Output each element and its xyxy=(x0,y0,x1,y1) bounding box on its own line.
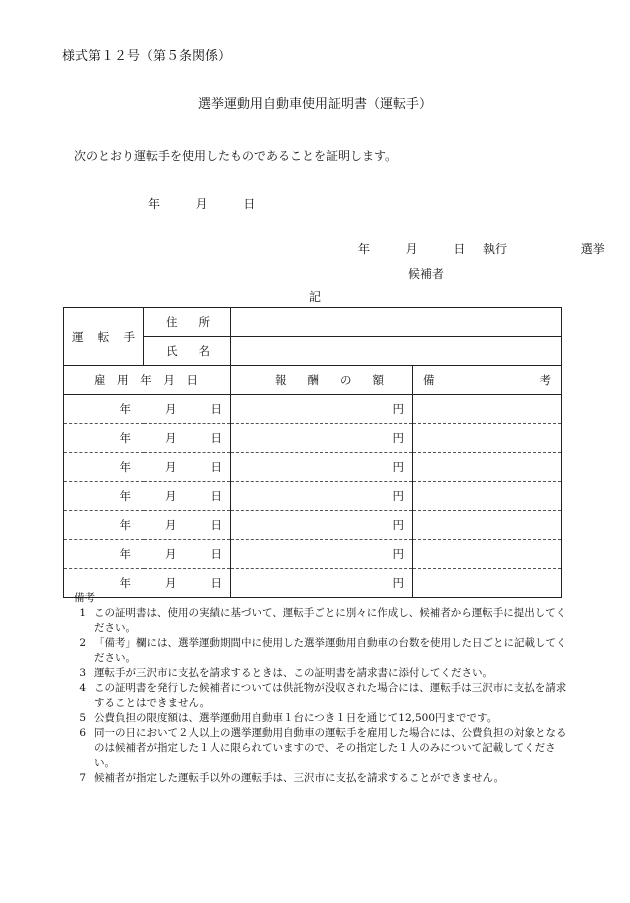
hire-date-cell[interactable]: 年 月 日 xyxy=(64,540,231,569)
certificate-table xyxy=(63,307,562,598)
table-row xyxy=(64,482,562,511)
note-item: 3 運転手が三沢市に支払を請求するときは、この証明書を請求書に添付してください。 xyxy=(79,667,493,679)
notes-heading: 備考 xyxy=(74,592,95,604)
pay-cell[interactable]: 円 xyxy=(231,511,413,540)
issue-month: 月 xyxy=(195,197,208,211)
note-item: 6 同一の日において２人以上の選挙運動用自動車の運転手を雇用した場合には、公費負担の対象となるのは候補者が指定した１人に限られていますので、その指定した１人のみについて記載してください。 xyxy=(79,727,567,769)
pay-cell[interactable]: 円 xyxy=(231,569,413,598)
remarks-cell[interactable] xyxy=(413,540,562,569)
remarks-cell[interactable] xyxy=(413,424,562,453)
table-row xyxy=(64,540,562,569)
election-exec-line xyxy=(358,240,605,257)
hire-date-header: 雇 用 年 月 日 xyxy=(64,366,231,395)
remarks-cell[interactable] xyxy=(413,453,562,482)
election-label: 選挙 xyxy=(580,242,605,256)
issue-day: 日 xyxy=(243,197,256,211)
exec-label: 執行 xyxy=(483,242,508,256)
table-row xyxy=(64,453,562,482)
hire-date-cell[interactable]: 年 月 日 xyxy=(64,453,231,482)
note-item: 5 公費負担の限度額は、選挙運動用自動車１台につき１日を通じて12,500円までです。 xyxy=(79,712,498,724)
issue-year: 年 xyxy=(148,197,161,211)
exec-day: 日 xyxy=(453,242,466,256)
intro-text: 次のとおり運転手を使用したものであることを証明します。 xyxy=(74,149,398,163)
candidate-label: 候補者 xyxy=(408,267,445,281)
pay-header: 報 酬 の 額 xyxy=(231,366,413,395)
ki-label: 記 xyxy=(308,290,321,304)
address-label-cell: 住 所 xyxy=(144,308,231,337)
pay-cell[interactable]: 円 xyxy=(231,453,413,482)
issue-date-line xyxy=(148,195,255,212)
address-field[interactable] xyxy=(231,308,562,337)
notes-section xyxy=(62,591,572,786)
exec-year: 年 xyxy=(358,242,371,256)
note-item: 7 候補者が指定した運転手以外の運転手は、三沢市に支払を請求することができません。 xyxy=(79,772,505,784)
remarks-header: 備 考 xyxy=(413,366,562,395)
document-title: 選挙運動用自動車使用証明書（運転手） xyxy=(197,97,432,112)
exec-month: 月 xyxy=(405,242,418,256)
hire-date-cell[interactable]: 年 月 日 xyxy=(64,482,231,511)
name-label-cell: 氏 名 xyxy=(144,337,231,366)
hire-date-cell[interactable]: 年 月 日 xyxy=(64,395,231,424)
remarks-cell[interactable] xyxy=(413,511,562,540)
note-item: 4 この証明書を発行した候補者については供託物が没収された場合には、運転手は三沢市に支払を請求することはできません。 xyxy=(79,682,567,709)
table-row xyxy=(64,395,562,424)
note-item: 1 この証明書は、使用の実績に基づいて、運転手ごとに別々に作成し、候補者から運転手に提出してください。 xyxy=(79,607,567,634)
name-field[interactable] xyxy=(231,337,562,366)
pay-cell[interactable]: 円 xyxy=(231,395,413,424)
hire-date-cell[interactable]: 年 月 日 xyxy=(64,569,231,598)
pay-cell[interactable]: 円 xyxy=(231,482,413,511)
form-number: 様式第１２号（第５条関係） xyxy=(62,49,232,64)
hire-date-cell[interactable]: 年 月 日 xyxy=(64,511,231,540)
table-row xyxy=(64,424,562,453)
remarks-cell[interactable] xyxy=(413,395,562,424)
pay-cell[interactable]: 円 xyxy=(231,540,413,569)
driver-label-cell: 運 転 手 xyxy=(64,308,144,366)
hire-date-cell[interactable]: 年 月 日 xyxy=(64,424,231,453)
note-item: 2 「備考」欄には、選挙運動期間中に使用した選挙運動用自動車の台数を使用した日ごとに記載してください。 xyxy=(79,637,567,664)
remarks-cell[interactable] xyxy=(413,482,562,511)
table-row xyxy=(64,511,562,540)
pay-cell[interactable]: 円 xyxy=(231,424,413,453)
